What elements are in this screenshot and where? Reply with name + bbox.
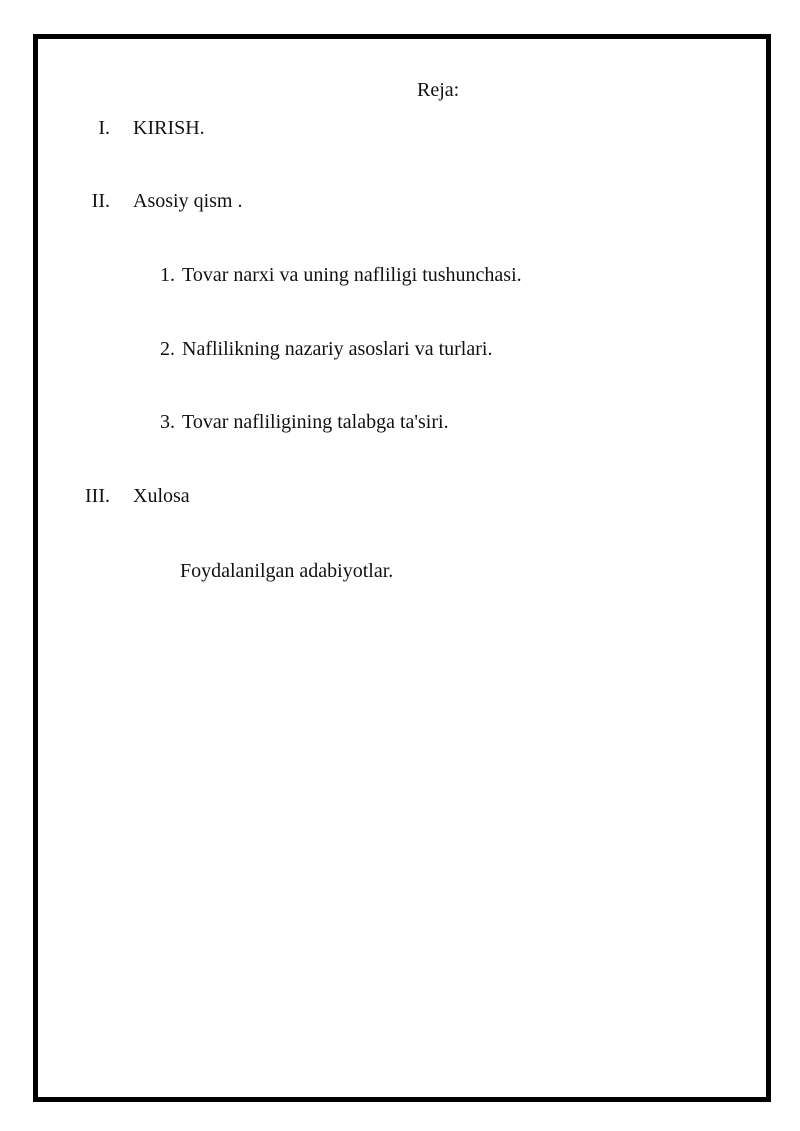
outline-text: Xulosa (133, 485, 190, 507)
outline-text: KIRISH. (133, 117, 205, 139)
outline-marker: I. (98, 117, 110, 139)
outline-marker: III. (85, 485, 110, 507)
outline-text: Naflilikning nazariy asoslari va turlari. (182, 338, 493, 360)
outline-text: Asosiy qism . (133, 190, 243, 212)
outline-marker: 3. (160, 411, 175, 433)
outline-text: Tovar narxi va uning nafliligi tushunchasi. (182, 264, 522, 286)
outline-marker: II. (91, 190, 110, 212)
page-title: Reja: (417, 79, 460, 101)
references-heading: Foydalanilgan adabiyotlar. (180, 560, 394, 582)
outline-marker: 2. (160, 338, 175, 360)
outline-marker: 1. (160, 264, 175, 286)
outline-text: Tovar nafliligining talabga ta'siri. (182, 411, 449, 433)
